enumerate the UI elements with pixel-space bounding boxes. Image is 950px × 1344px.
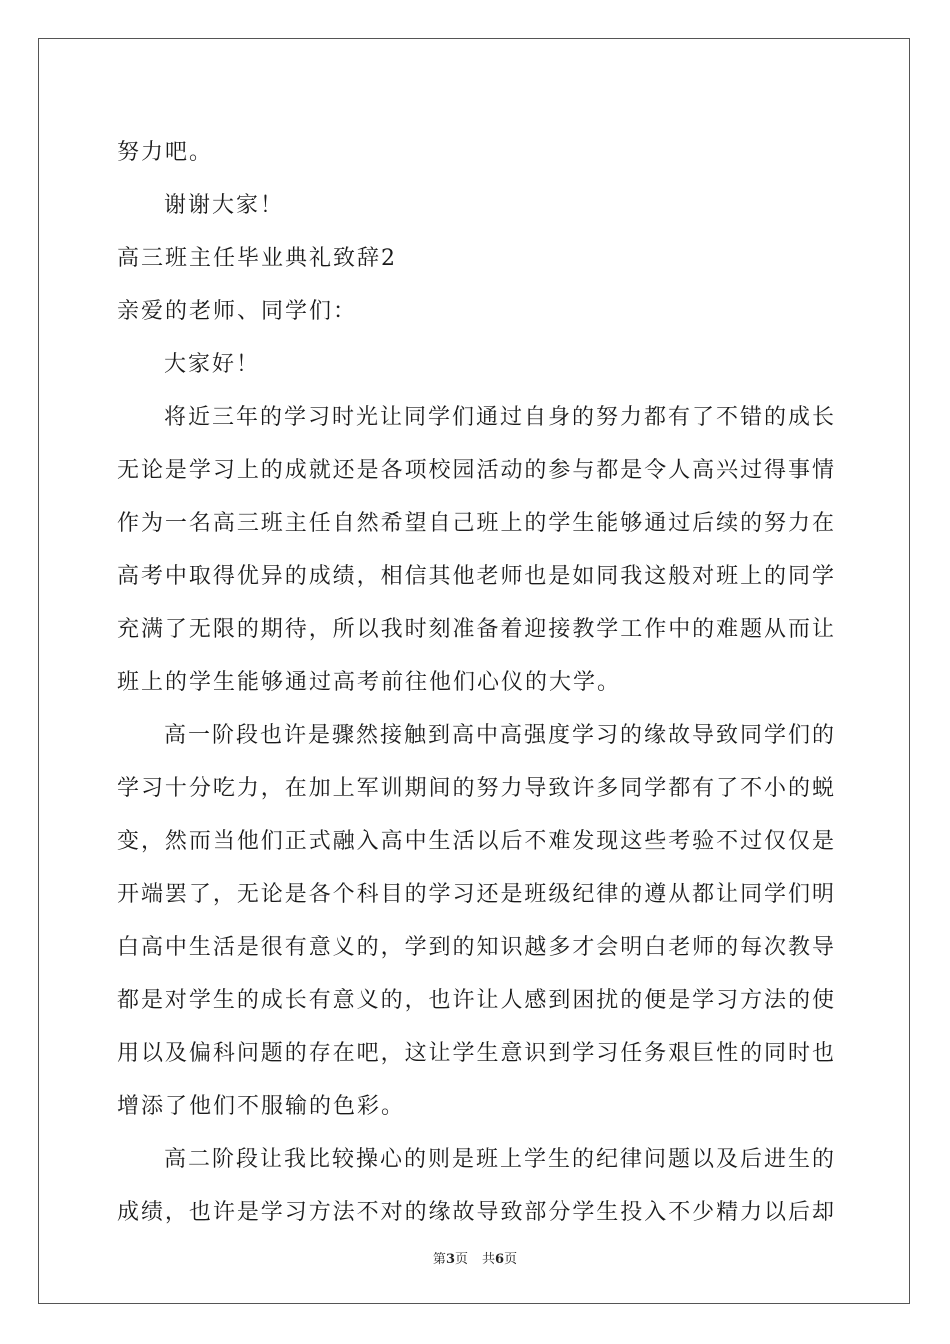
- text-line: 变，然而当他们正式融入高中生活以后不难发现这些考验不过仅仅是: [117, 829, 834, 854]
- text-line: 高三班主任毕业典礼致辞2: [117, 246, 397, 271]
- text-line: 充满了无限的期待，所以我时刻准备着迎接教学工作中的难题从而让: [117, 617, 834, 642]
- text-line: 都是对学生的成长有意义的，也许让人感到困扰的便是学习方法的使: [117, 988, 834, 1013]
- text-line: 成绩，也许是学习方法不对的缘故导致部分学生投入不少精力以后却: [117, 1200, 834, 1225]
- total-pages-number: 6: [495, 1252, 505, 1267]
- text-line: 作为一名高三班主任自然希望自己班上的学生能够通过后续的努力在: [117, 511, 834, 536]
- text-line: 学习十分吃力，在加上军训期间的努力导致许多同学都有了不小的蜕: [117, 776, 834, 801]
- text-line: 努力吧。: [117, 140, 214, 165]
- total-pages-prefix: 共: [482, 1252, 496, 1267]
- text-line: 用以及偏科问题的存在吧，这让学生意识到学习任务艰巨性的同时也: [117, 1041, 834, 1066]
- page-footer: [0, 1248, 950, 1267]
- text-line: 开端罢了，无论是各个科目的学习还是班级纪律的遵从都让同学们明: [117, 882, 834, 907]
- text-line: 高考中取得优异的成绩，相信其他老师也是如同我这般对班上的同学: [117, 564, 834, 589]
- text-line: 增添了他们不服输的色彩。: [117, 1094, 406, 1119]
- text-line: 班上的学生能够通过高考前往他们心仪的大学。: [117, 670, 622, 695]
- current-page-number: 3: [445, 1252, 455, 1267]
- text-line: 高二阶段让我比较操心的则是班上学生的纪律问题以及后进生的: [164, 1147, 834, 1172]
- text-line: 将近三年的学习时光让同学们通过自身的努力都有了不错的成长: [164, 405, 834, 430]
- page-number-suffix: 页: [454, 1252, 468, 1267]
- text-line: 白高中生活是很有意义的，学到的知识越多才会明白老师的每次教导: [117, 935, 834, 960]
- text-line: 高一阶段也许是骤然接触到高中高强度学习的缘故导致同学们的: [164, 723, 834, 748]
- page-number-prefix: 第: [432, 1252, 446, 1267]
- text-line: 谢谢大家！: [164, 193, 285, 218]
- text-line: 无论是学习上的成就还是各项校园活动的参与都是令人高兴过得事情: [117, 458, 834, 483]
- total-pages-suffix: 页: [504, 1252, 518, 1267]
- text-line: 大家好！: [164, 352, 261, 377]
- text-line: 亲爱的老师、同学们：: [117, 299, 358, 324]
- document-body: [117, 126, 834, 1239]
